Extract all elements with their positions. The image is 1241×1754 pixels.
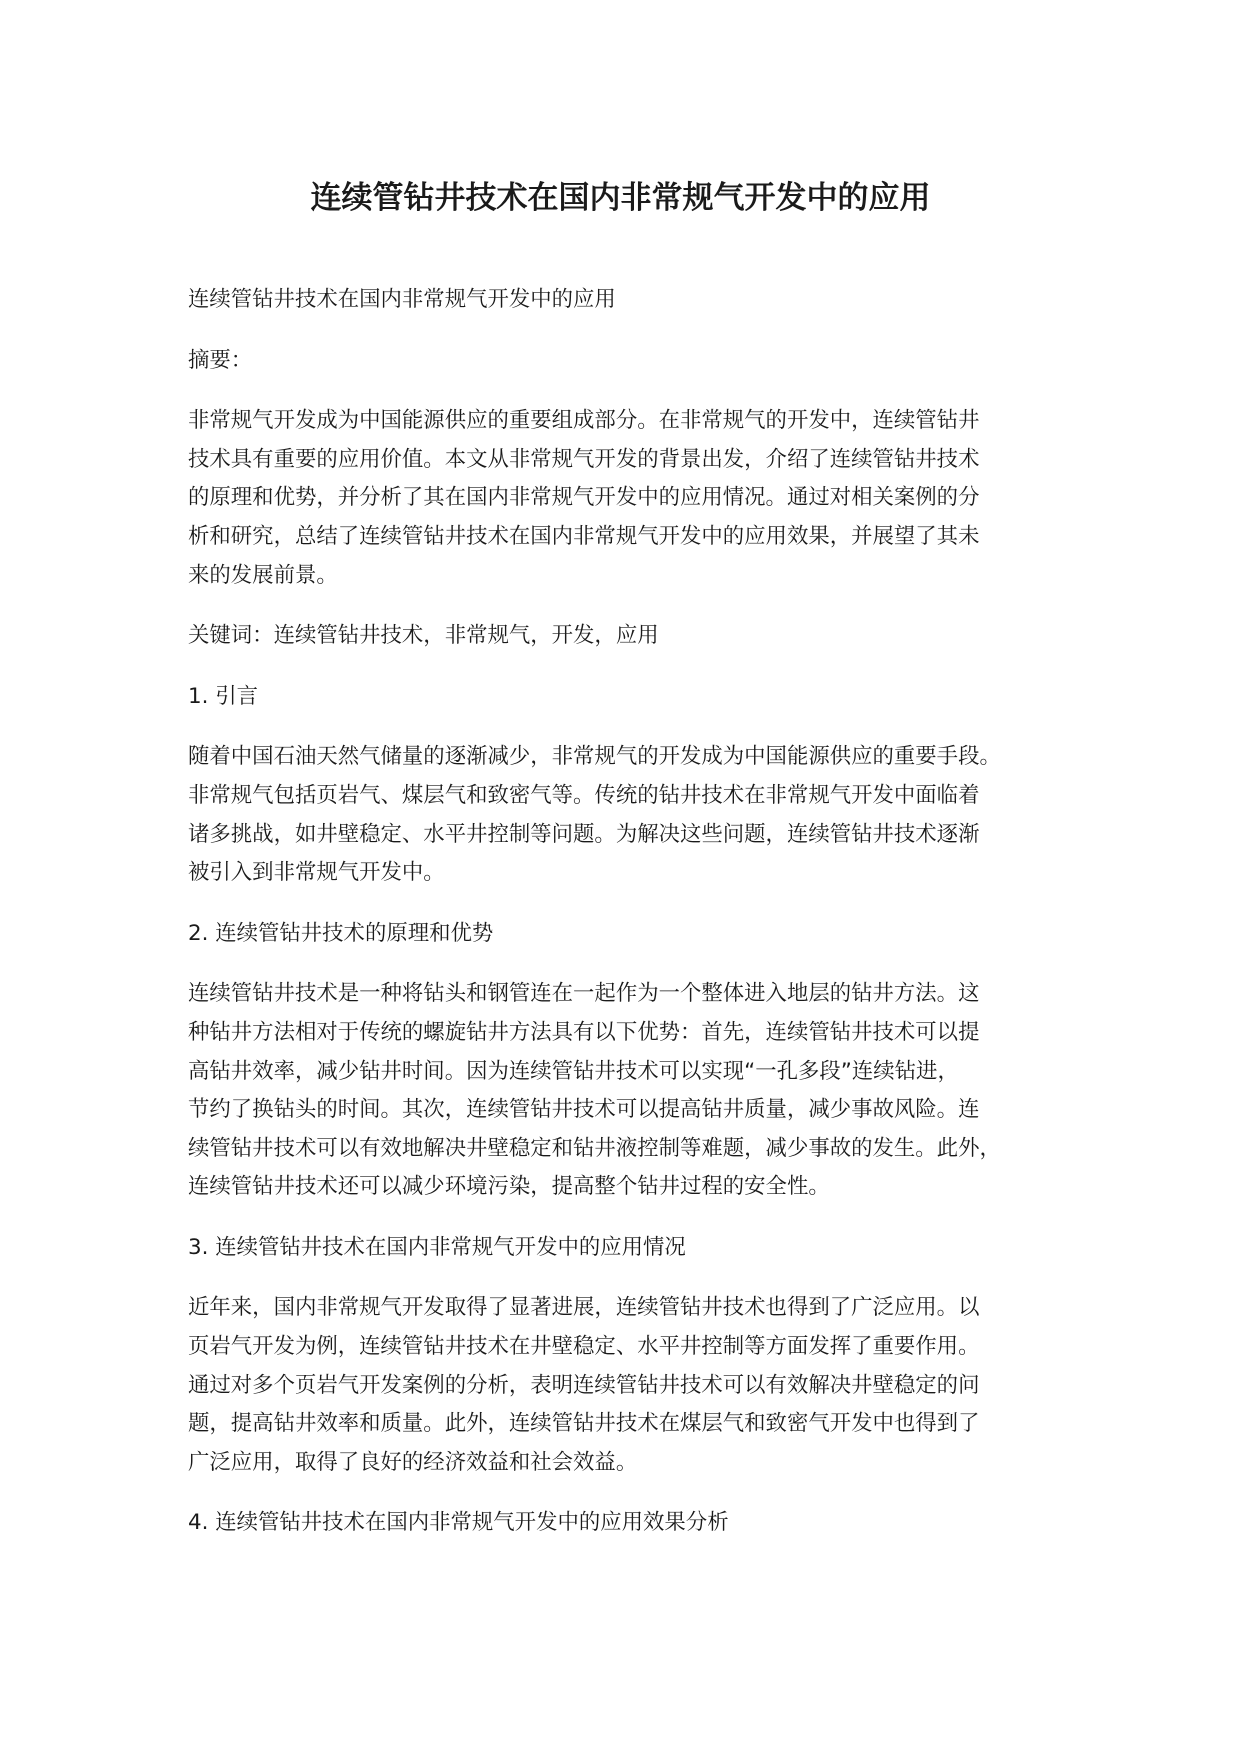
paragraph-line: 节约了换钻头的时间。其次，连续管钻井技术可以提高钻井质量，减少事故风险。连 xyxy=(188,1097,980,1123)
paragraph-line: 非常规气包括页岩气、煤层气和致密气等。传统的钻井技术在非常规气开发中面临着 xyxy=(188,782,980,808)
section-heading-application: 3. 连续管钻井技术在国内非常规气开发中的应用情况 xyxy=(188,1234,686,1260)
document-subtitle: 连续管钻井技术在国内非常规气开发中的应用 xyxy=(188,287,616,312)
section-heading-principles: 2. 连续管钻井技术的原理和优势 xyxy=(188,920,494,946)
paragraph-line: 种钻井方法相对于传统的螺旋钻井方法具有以下优势：首先，连续管钻井技术可以提 xyxy=(188,1019,980,1045)
abstract-line: 技术具有重要的应用价值。本文从非常规气开发的背景出发，介绍了连续管钻井技术 xyxy=(188,446,980,472)
section-paragraph-principles xyxy=(188,975,1068,1207)
section-paragraph-application xyxy=(188,1289,1068,1482)
paragraph-line: 高钻井效率，减少钻井时间。因为连续管钻井技术可以实现“一孔多段”连续钻进， xyxy=(188,1058,959,1084)
paragraph-line: 通过对多个页岩气开发案例的分析，表明连续管钻井技术可以有效解决井壁稳定的问 xyxy=(188,1372,980,1398)
paragraph-line: 近年来，国内非常规气开发取得了显著进展，连续管钻井技术也得到了广泛应用。以 xyxy=(188,1295,980,1321)
paragraph-line: 诸多挑战，如井壁稳定、水平井控制等问题。为解决这些问题，连续管钻井技术逐渐 xyxy=(188,821,980,847)
paragraph-line: 连续管钻井技术还可以减少环境污染，提高整个钻井过程的安全性。 xyxy=(188,1174,830,1200)
paragraph-line: 题，提高钻井效率和质量。此外，连续管钻井技术在煤层气和致密气开发中也得到了 xyxy=(188,1411,980,1437)
document-body xyxy=(188,281,1068,1565)
paragraph-line: 页岩气开发为例，连续管钻井技术在井壁稳定、水平井控制等方面发挥了重要作用。 xyxy=(188,1334,980,1360)
paragraph-line: 续管钻井技术可以有效地解决井壁稳定和钻井液控制等难题，减少事故的发生。此外， xyxy=(188,1135,1001,1161)
abstract-line: 析和研究，总结了连续管钻井技术在国内非常规气开发中的应用效果，并展望了其未 xyxy=(188,523,980,549)
abstract-line: 非常规气开发成为中国能源供应的重要组成部分。在非常规气的开发中，连续管钻井 xyxy=(188,408,980,434)
section-paragraph-intro xyxy=(188,738,1068,892)
abstract-line: 来的发展前景。 xyxy=(188,562,338,588)
keywords: 关键词：连续管钻井技术，非常规气，开发，应用 xyxy=(188,623,659,649)
section-heading-intro: 1. 引言 xyxy=(188,683,258,709)
document-title: 连续管钻井技术在国内非常规气开发中的应用 xyxy=(310,180,931,216)
paragraph-line: 广泛应用，取得了良好的经济效益和社会效益。 xyxy=(188,1449,638,1475)
abstract-label: 摘要： xyxy=(188,347,253,373)
paragraph-line: 被引入到非常规气开发中。 xyxy=(188,860,445,886)
section-heading-effect-analysis: 4. 连续管钻井技术在国内非常规气开发中的应用效果分析 xyxy=(188,1510,729,1536)
abstract-line: 的原理和优势，并分析了其在国内非常规气开发中的应用情况。通过对相关案例的分 xyxy=(188,485,980,511)
abstract-paragraph xyxy=(188,402,1068,595)
paragraph-line: 随着中国石油天然气储量的逐渐减少，非常规气的开发成为中国能源供应的重要手段。 xyxy=(188,744,1001,770)
paragraph-line: 连续管钻井技术是一种将钻头和钢管连在一起作为一个整体进入地层的钻井方法。这 xyxy=(188,981,980,1007)
